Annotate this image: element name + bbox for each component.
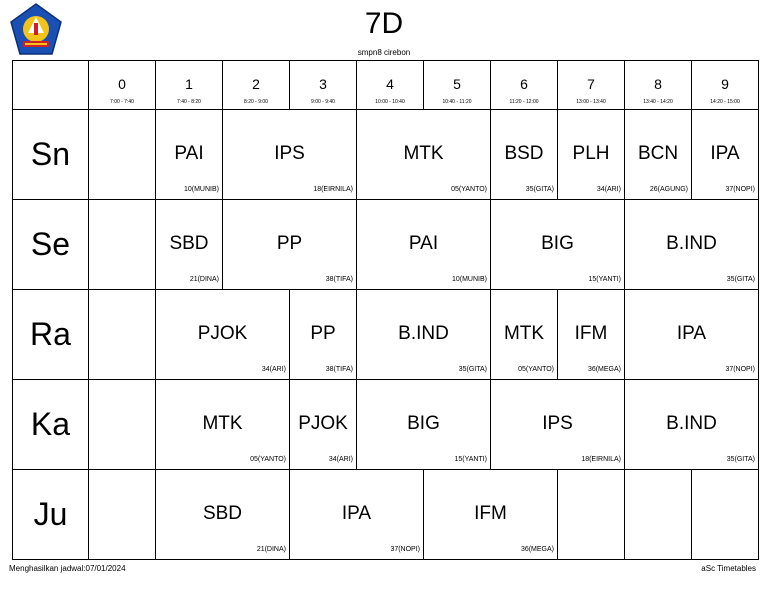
lesson-cell[interactable] xyxy=(156,110,223,200)
period-time: 10:40 - 11:20 xyxy=(442,99,472,105)
lesson-subject: SBD xyxy=(202,503,243,524)
lesson-room-teacher: 05(YANTO) xyxy=(518,366,554,373)
lesson-cell[interactable] xyxy=(89,290,156,380)
lesson-room-teacher: 18(EIRNILA) xyxy=(313,186,353,193)
period-number: 9 xyxy=(721,76,729,92)
lesson-subject: IPS xyxy=(274,143,305,164)
lesson-cell[interactable] xyxy=(424,470,558,560)
lesson-cell[interactable] xyxy=(290,290,357,380)
lesson-cell[interactable] xyxy=(625,110,692,200)
lesson-subject: BSD xyxy=(504,143,544,164)
period-header-1 xyxy=(156,61,223,110)
lesson-subject: PAI xyxy=(174,143,204,164)
period-header-4 xyxy=(357,61,424,110)
lesson-subject: MTK xyxy=(403,143,444,164)
lesson-room-teacher: 10(MUNIB) xyxy=(451,276,487,283)
lesson-subject: PJOK xyxy=(298,413,348,434)
lesson-cell[interactable] xyxy=(625,290,759,380)
lesson-subject: B.IND xyxy=(666,413,717,434)
lesson-subject: B.IND xyxy=(398,323,449,344)
lesson-cell[interactable] xyxy=(692,110,759,200)
lesson-cell[interactable] xyxy=(558,470,625,560)
period-time: 9:00 - 9:40 xyxy=(311,99,335,105)
day-label: Ra xyxy=(13,290,89,380)
period-time: 7:00 - 7:40 xyxy=(110,99,134,105)
lesson-room-teacher: 15(YANTI) xyxy=(454,456,487,463)
lesson-subject: IPA xyxy=(676,323,707,344)
lesson-cell[interactable] xyxy=(625,470,692,560)
lesson-subject: PAI xyxy=(408,233,439,254)
lesson-cell[interactable] xyxy=(692,470,759,560)
lesson-subject: SBD xyxy=(169,233,209,254)
lesson-cell[interactable] xyxy=(156,200,223,290)
period-number: 3 xyxy=(319,76,327,92)
period-time: 8:20 - 9:00 xyxy=(244,99,268,105)
lesson-cell[interactable] xyxy=(290,470,424,560)
lesson-subject: B.IND xyxy=(666,233,717,254)
lesson-cell[interactable] xyxy=(491,380,625,470)
lesson-room-teacher: 15(YANTI) xyxy=(588,276,621,283)
period-header-5 xyxy=(424,61,491,110)
period-header-2 xyxy=(223,61,290,110)
lesson-room-teacher: 34(ARI) xyxy=(596,186,621,193)
period-time: 11:20 - 12:00 xyxy=(509,99,539,105)
lesson-subject: IFM xyxy=(474,503,507,524)
lesson-room-teacher: 21(DINA) xyxy=(189,276,219,283)
lesson-cell[interactable] xyxy=(558,290,625,380)
lesson-subject: PP xyxy=(276,233,303,254)
school-name: smpn8 cirebon xyxy=(357,48,411,57)
lesson-subject: BIG xyxy=(407,413,440,434)
lesson-room-teacher: 36(MEGA) xyxy=(520,546,554,553)
lesson-cell[interactable] xyxy=(89,110,156,200)
corner-cell xyxy=(13,61,89,110)
lesson-cell[interactable] xyxy=(558,110,625,200)
period-number: 6 xyxy=(520,76,528,92)
lesson-room-teacher: 37(NOPI) xyxy=(725,366,755,373)
period-number: 7 xyxy=(587,76,595,92)
period-time: 13:40 - 14:20 xyxy=(643,99,673,105)
lesson-room-teacher: 18(EIRNILA) xyxy=(581,456,621,463)
lesson-room-teacher: 37(NOPI) xyxy=(390,546,420,553)
lesson-cell[interactable] xyxy=(357,110,491,200)
day-row xyxy=(13,110,759,200)
period-header-7 xyxy=(558,61,625,110)
lesson-cell[interactable] xyxy=(89,380,156,470)
lesson-room-teacher: 35(GITA) xyxy=(525,186,554,193)
lesson-room-teacher: 35(GITA) xyxy=(726,276,755,283)
lesson-room-teacher: 35(GITA) xyxy=(726,456,755,463)
timetable xyxy=(12,60,759,560)
lesson-cell[interactable] xyxy=(357,200,491,290)
lesson-subject: MTK xyxy=(202,413,243,434)
lesson-cell[interactable] xyxy=(156,290,290,380)
period-header-6 xyxy=(491,61,558,110)
day-label: Ka xyxy=(13,380,89,470)
lesson-cell[interactable] xyxy=(89,200,156,290)
period-number: 8 xyxy=(654,76,662,92)
period-header-0 xyxy=(89,61,156,110)
lesson-subject: PLH xyxy=(572,143,610,164)
day-label: Se xyxy=(13,200,89,290)
lesson-room-teacher: 34(ARI) xyxy=(328,456,353,463)
period-number: 4 xyxy=(386,76,394,92)
lesson-room-teacher: 38(TIFA) xyxy=(325,276,353,283)
lesson-subject: PJOK xyxy=(197,323,248,344)
lesson-subject: MTK xyxy=(503,323,545,344)
lesson-cell[interactable] xyxy=(156,470,290,560)
lesson-cell[interactable] xyxy=(625,200,759,290)
day-label: Sn xyxy=(13,110,89,200)
lesson-room-teacher: 38(TIFA) xyxy=(325,366,353,373)
lesson-subject: PP xyxy=(310,323,336,344)
lesson-room-teacher: 26(AGUNG) xyxy=(649,186,688,193)
lesson-room-teacher: 35(GITA) xyxy=(458,366,487,373)
brand-label: aSc Timetables xyxy=(701,564,756,573)
period-header-3 xyxy=(290,61,357,110)
generated-date: Menghasilkan jadwal:07/01/2024 xyxy=(9,564,126,573)
lesson-subject: BIG xyxy=(541,233,574,254)
lesson-subject: BCN xyxy=(637,143,679,164)
period-time: 10:00 - 10:40 xyxy=(375,99,405,105)
period-number: 1 xyxy=(185,76,193,92)
page-title: 7D xyxy=(364,7,404,40)
lesson-room-teacher: 37(NOPI) xyxy=(725,186,755,193)
lesson-cell[interactable] xyxy=(89,470,156,560)
lesson-cell[interactable] xyxy=(290,380,357,470)
period-time: 7:40 - 8:20 xyxy=(177,99,201,105)
lesson-room-teacher: 10(MUNIB) xyxy=(183,186,219,193)
lesson-cell[interactable] xyxy=(357,290,491,380)
lesson-room-teacher: 36(MEGA) xyxy=(587,366,621,373)
lesson-room-teacher: 21(DINA) xyxy=(256,546,286,553)
lesson-cell[interactable] xyxy=(491,290,558,380)
lesson-subject: IPA xyxy=(341,503,372,524)
lesson-cell[interactable] xyxy=(491,200,625,290)
lesson-cell[interactable] xyxy=(625,380,759,470)
day-row xyxy=(13,470,759,560)
period-number: 0 xyxy=(118,76,126,92)
lesson-cell[interactable] xyxy=(357,380,491,470)
day-row xyxy=(13,200,759,290)
lesson-room-teacher: 34(ARI) xyxy=(261,366,286,373)
lesson-cell[interactable] xyxy=(223,200,357,290)
period-header-9 xyxy=(692,61,759,110)
lesson-subject: IFM xyxy=(574,323,608,344)
period-header-row xyxy=(13,61,759,110)
day-row xyxy=(13,380,759,470)
period-header-8 xyxy=(625,61,692,110)
lesson-room-teacher: 05(YANTO) xyxy=(250,456,286,463)
period-time: 14:20 - 15:00 xyxy=(710,99,740,105)
lesson-cell[interactable] xyxy=(223,110,357,200)
day-label: Ju xyxy=(13,470,89,560)
period-time: 13:00 - 13:40 xyxy=(576,99,606,105)
lesson-subject: IPS xyxy=(542,413,573,434)
lesson-room-teacher: 05(YANTO) xyxy=(451,186,487,193)
lesson-cell[interactable] xyxy=(156,380,290,470)
lesson-subject: IPA xyxy=(710,143,740,164)
period-number: 2 xyxy=(252,76,260,92)
lesson-cell[interactable] xyxy=(491,110,558,200)
day-row xyxy=(13,290,759,380)
period-number: 5 xyxy=(453,76,461,92)
